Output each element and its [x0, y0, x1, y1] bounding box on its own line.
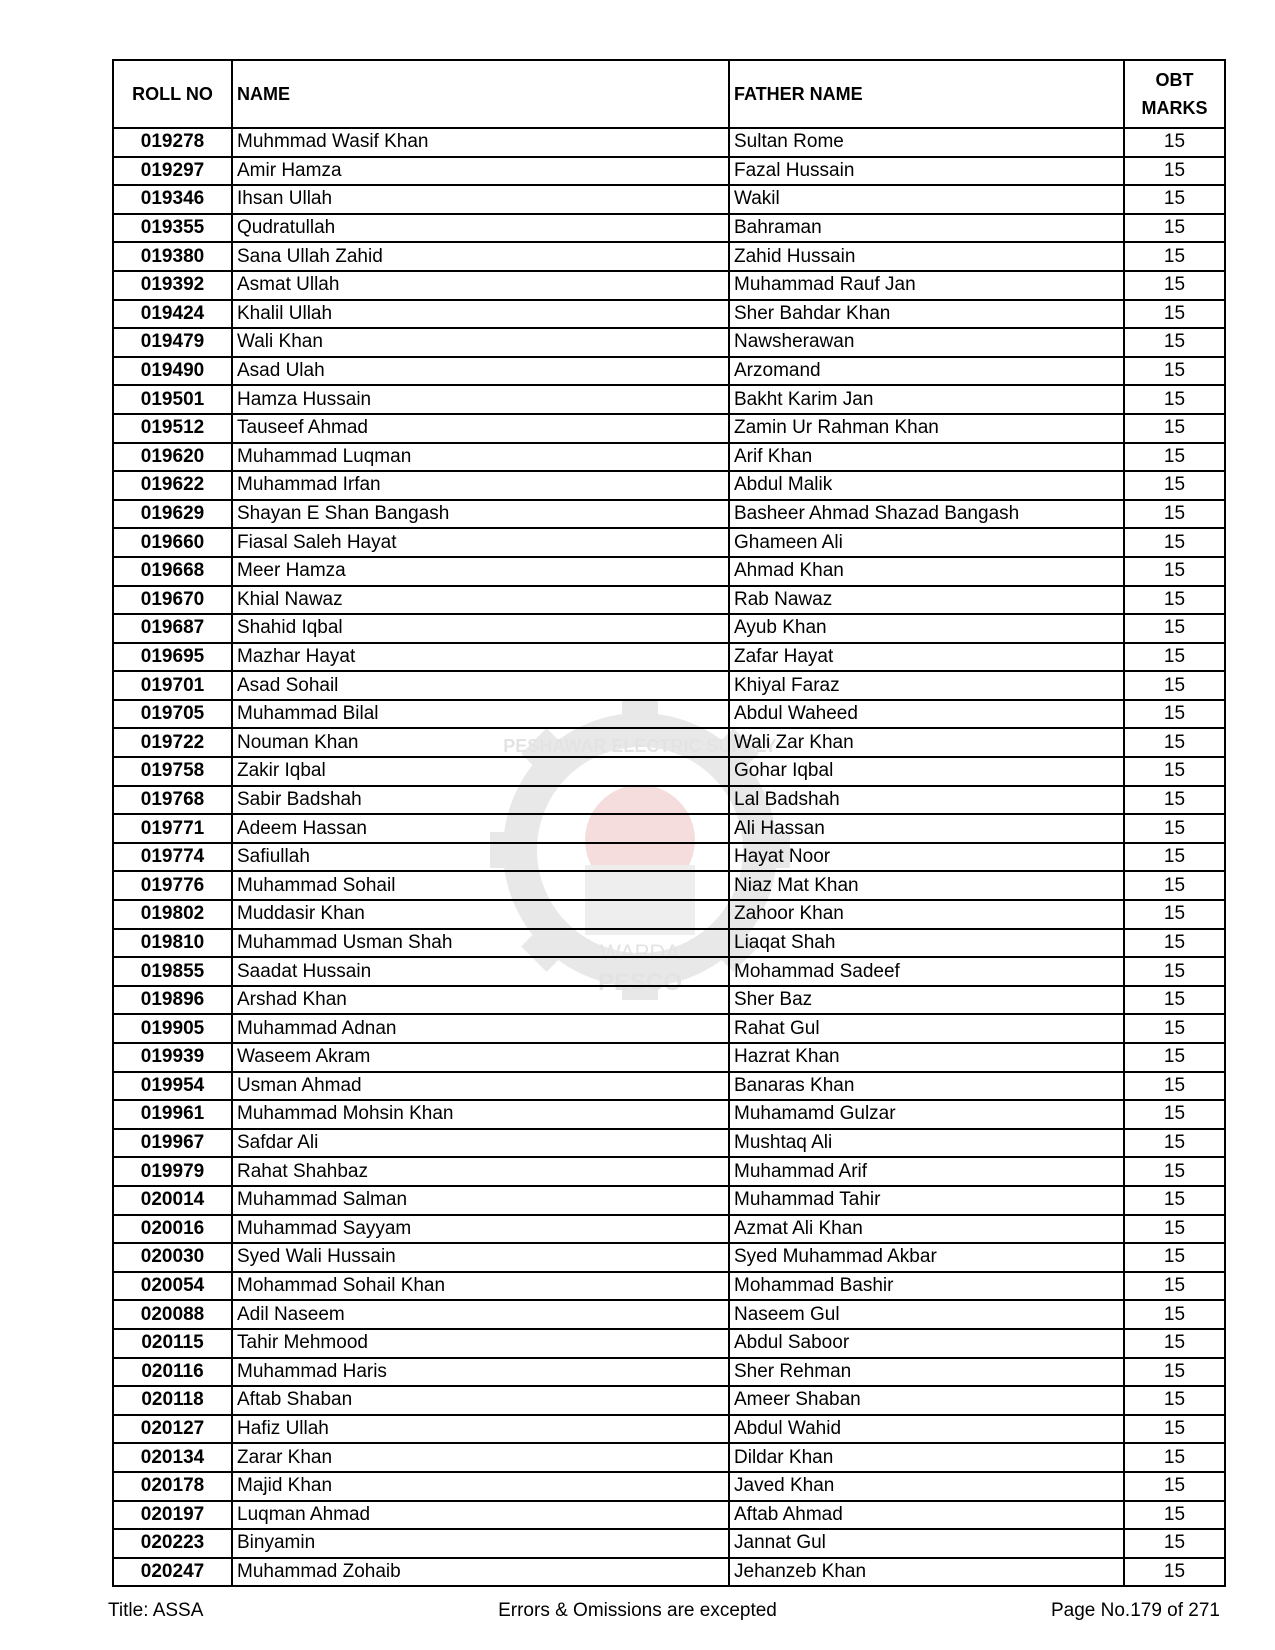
obt-marks-cell: 15	[1124, 414, 1225, 443]
obt-marks-cell: 15	[1124, 1472, 1225, 1501]
roll-no-cell: 020116	[113, 1358, 232, 1387]
father-name-cell: Dildar Khan	[729, 1443, 1124, 1472]
header-roll-no: ROLL NO	[113, 60, 232, 128]
roll-no-cell: 019979	[113, 1157, 232, 1186]
obt-marks-cell: 15	[1124, 185, 1225, 214]
name-cell: Amir Hamza	[232, 157, 729, 186]
header-obt-marks	[1124, 60, 1225, 128]
table-row	[113, 128, 1225, 157]
table-row	[113, 986, 1225, 1015]
name-cell: Waseem Akram	[232, 1043, 729, 1072]
obt-marks-cell: 15	[1124, 300, 1225, 329]
name-cell: Luqman Ahmad	[232, 1501, 729, 1530]
roll-no-cell: 020127	[113, 1415, 232, 1444]
roll-no-cell: 019670	[113, 586, 232, 615]
father-name-cell: Fazal Hussain	[729, 157, 1124, 186]
father-name-cell: Bakht Karim Jan	[729, 385, 1124, 414]
table-row	[113, 1529, 1225, 1558]
father-name-cell: Zahid Hussain	[729, 242, 1124, 271]
roll-no-cell: 019802	[113, 900, 232, 929]
name-cell: Fiasal Saleh Hayat	[232, 528, 729, 557]
obt-marks-cell: 15	[1124, 757, 1225, 786]
obt-marks-cell: 15	[1124, 1415, 1225, 1444]
obt-marks-cell: 15	[1124, 1501, 1225, 1530]
table-row	[113, 1243, 1225, 1272]
obt-marks-cell: 15	[1124, 271, 1225, 300]
father-name-cell: Rahat Gul	[729, 1014, 1124, 1043]
father-name-cell: Hazrat Khan	[729, 1043, 1124, 1072]
table-row	[113, 757, 1225, 786]
obt-marks-cell: 15	[1124, 214, 1225, 243]
father-name-cell: Naseem Gul	[729, 1300, 1124, 1329]
table-row	[113, 1386, 1225, 1415]
roll-no-cell: 019512	[113, 414, 232, 443]
table-row	[113, 1129, 1225, 1158]
roll-no-cell: 020118	[113, 1386, 232, 1415]
father-name-cell: Ghameen Ali	[729, 528, 1124, 557]
father-name-cell: Zahoor Khan	[729, 900, 1124, 929]
father-name-cell: Mohammad Bashir	[729, 1272, 1124, 1301]
father-name-cell: Ali Hassan	[729, 814, 1124, 843]
obt-marks-cell: 15	[1124, 500, 1225, 529]
name-cell: Ihsan Ullah	[232, 185, 729, 214]
obt-marks-cell: 15	[1124, 957, 1225, 986]
roll-no-cell: 020115	[113, 1329, 232, 1358]
name-cell: Hamza Hussain	[232, 385, 729, 414]
roll-no-cell: 019939	[113, 1043, 232, 1072]
father-name-cell: Muhamamd Gulzar	[729, 1100, 1124, 1129]
father-name-cell: Abdul Wahid	[729, 1415, 1124, 1444]
obt-marks-cell: 15	[1124, 128, 1225, 157]
table-row	[113, 214, 1225, 243]
father-name-cell: Muhammad Arif	[729, 1157, 1124, 1186]
father-name-cell: Azmat Ali Khan	[729, 1215, 1124, 1244]
roll-no-cell: 019758	[113, 757, 232, 786]
father-name-cell: Nawsherawan	[729, 328, 1124, 357]
table-row	[113, 1043, 1225, 1072]
roll-no-cell: 019355	[113, 214, 232, 243]
name-cell: Asmat Ullah	[232, 271, 729, 300]
roll-no-cell: 019967	[113, 1129, 232, 1158]
father-name-cell: Ahmad Khan	[729, 557, 1124, 586]
father-name-cell: Arzomand	[729, 357, 1124, 386]
obt-marks-cell: 15	[1124, 1243, 1225, 1272]
roll-no-cell: 020054	[113, 1272, 232, 1301]
table-row	[113, 586, 1225, 615]
roll-no-cell: 019660	[113, 528, 232, 557]
father-name-cell: Sultan Rome	[729, 128, 1124, 157]
father-name-cell: Gohar Iqbal	[729, 757, 1124, 786]
name-cell: Zakir Iqbal	[232, 757, 729, 786]
table-row	[113, 1157, 1225, 1186]
name-cell: Binyamin	[232, 1529, 729, 1558]
obt-marks-cell: 15	[1124, 900, 1225, 929]
name-cell: Mohammad Sohail Khan	[232, 1272, 729, 1301]
table-row	[113, 385, 1225, 414]
table-row	[113, 957, 1225, 986]
roll-no-cell: 019297	[113, 157, 232, 186]
father-name-cell: Bahraman	[729, 214, 1124, 243]
name-cell: Mazhar Hayat	[232, 643, 729, 672]
name-cell: Tauseef Ahmad	[232, 414, 729, 443]
roll-no-cell: 019722	[113, 728, 232, 757]
father-name-cell: Niaz Mat Khan	[729, 871, 1124, 900]
roll-no-cell: 019954	[113, 1072, 232, 1101]
name-cell: Muhmmad Wasif Khan	[232, 128, 729, 157]
table-row	[113, 643, 1225, 672]
obt-marks-cell: 15	[1124, 728, 1225, 757]
obt-marks-cell: 15	[1124, 1014, 1225, 1043]
name-cell: Saadat Hussain	[232, 957, 729, 986]
obt-marks-cell: 15	[1124, 1329, 1225, 1358]
father-name-cell: Mohammad Sadeef	[729, 957, 1124, 986]
footer-page-number: Page No.179 of 271	[1050, 1600, 1220, 1621]
father-name-cell: Hayat Noor	[729, 843, 1124, 872]
father-name-cell: Khiyal Faraz	[729, 671, 1124, 700]
watermark-arc-text: PESHAWAR ELECTRIC SUPPLY	[503, 736, 777, 756]
roll-no-cell: 020247	[113, 1558, 232, 1587]
father-name-cell: Mushtaq Ali	[729, 1129, 1124, 1158]
father-name-cell: Abdul Saboor	[729, 1329, 1124, 1358]
father-name-cell: Muhammad Rauf Jan	[729, 271, 1124, 300]
roll-no-cell: 020016	[113, 1215, 232, 1244]
table-row	[113, 1329, 1225, 1358]
name-cell: Tahir Mehmood	[232, 1329, 729, 1358]
roll-no-cell: 019392	[113, 271, 232, 300]
roll-no-cell: 019629	[113, 500, 232, 529]
table-row	[113, 1272, 1225, 1301]
roll-no-cell: 019774	[113, 843, 232, 872]
roll-no-cell: 019810	[113, 929, 232, 958]
name-cell: Muhammad Haris	[232, 1358, 729, 1387]
header-marks: MARKS	[1141, 98, 1208, 118]
footer-note: Errors & Omissions are excepted	[498, 1600, 777, 1621]
name-cell: Safdar Ali	[232, 1129, 729, 1158]
name-cell: Adil Naseem	[232, 1300, 729, 1329]
obt-marks-cell: 15	[1124, 328, 1225, 357]
obt-marks-cell: 15	[1124, 385, 1225, 414]
roll-no-cell: 019896	[113, 986, 232, 1015]
table-row	[113, 786, 1225, 815]
father-name-cell: Sher Baz	[729, 986, 1124, 1015]
name-cell: Majid Khan	[232, 1472, 729, 1501]
obt-marks-cell: 15	[1124, 357, 1225, 386]
name-cell: Hafiz Ullah	[232, 1415, 729, 1444]
obt-marks-cell: 15	[1124, 986, 1225, 1015]
roll-no-cell: 020223	[113, 1529, 232, 1558]
obt-marks-cell: 15	[1124, 1300, 1225, 1329]
name-cell: Nouman Khan	[232, 728, 729, 757]
obt-marks-cell: 15	[1124, 1157, 1225, 1186]
roll-no-cell: 019490	[113, 357, 232, 386]
table-row	[113, 671, 1225, 700]
name-cell: Muhammad Zohaib	[232, 1558, 729, 1587]
obt-marks-cell: 15	[1124, 1043, 1225, 1072]
name-cell: Asad Ulah	[232, 357, 729, 386]
table-row	[113, 528, 1225, 557]
name-cell: Muhammad Luqman	[232, 443, 729, 472]
obt-marks-cell: 15	[1124, 814, 1225, 843]
father-name-cell: Wali Zar Khan	[729, 728, 1124, 757]
table-row	[113, 1072, 1225, 1101]
obt-marks-cell: 15	[1124, 643, 1225, 672]
name-cell: Muddasir Khan	[232, 900, 729, 929]
obt-marks-cell: 15	[1124, 557, 1225, 586]
name-cell: Khial Nawaz	[232, 586, 729, 615]
father-name-cell: Syed Muhammad Akbar	[729, 1243, 1124, 1272]
table-row	[113, 414, 1225, 443]
roll-no-cell: 019501	[113, 385, 232, 414]
roll-no-cell: 020178	[113, 1472, 232, 1501]
roll-no-cell: 019705	[113, 700, 232, 729]
name-cell: Khalil Ullah	[232, 300, 729, 329]
table-row	[113, 328, 1225, 357]
obt-marks-cell: 15	[1124, 1443, 1225, 1472]
obt-marks-cell: 15	[1124, 1072, 1225, 1101]
table-row	[113, 1186, 1225, 1215]
father-name-cell: Ayub Khan	[729, 614, 1124, 643]
name-cell: Usman Ahmad	[232, 1072, 729, 1101]
table-row	[113, 1014, 1225, 1043]
roll-no-cell: 019380	[113, 242, 232, 271]
obt-marks-cell: 15	[1124, 1386, 1225, 1415]
obt-marks-cell: 15	[1124, 786, 1225, 815]
table-row	[113, 1358, 1225, 1387]
obt-marks-cell: 15	[1124, 471, 1225, 500]
father-name-cell: Javed Khan	[729, 1472, 1124, 1501]
roll-no-cell: 019905	[113, 1014, 232, 1043]
name-cell: Shayan E Shan Bangash	[232, 500, 729, 529]
father-name-cell: Jehanzeb Khan	[729, 1558, 1124, 1587]
name-cell: Safiullah	[232, 843, 729, 872]
results-table	[112, 59, 1226, 1587]
name-cell: Muhammad Salman	[232, 1186, 729, 1215]
table-row	[113, 700, 1225, 729]
table-row	[113, 500, 1225, 529]
roll-no-cell: 019771	[113, 814, 232, 843]
father-name-cell: Liaqat Shah	[729, 929, 1124, 958]
roll-no-cell: 019346	[113, 185, 232, 214]
header-obt: OBT	[1155, 70, 1194, 90]
roll-no-cell: 019776	[113, 871, 232, 900]
obt-marks-cell: 15	[1124, 1186, 1225, 1215]
name-cell: Syed Wali Hussain	[232, 1243, 729, 1272]
obt-marks-cell: 15	[1124, 1215, 1225, 1244]
table-row	[113, 271, 1225, 300]
roll-no-cell: 019278	[113, 128, 232, 157]
table-row	[113, 871, 1225, 900]
name-cell: Zarar Khan	[232, 1443, 729, 1472]
name-cell: Rahat Shahbaz	[232, 1157, 729, 1186]
table-row	[113, 1415, 1225, 1444]
name-cell: Muhammad Adnan	[232, 1014, 729, 1043]
obt-marks-cell: 15	[1124, 700, 1225, 729]
table-row	[113, 1558, 1225, 1587]
name-cell: Muhammad Sayyam	[232, 1215, 729, 1244]
table-header-row	[113, 60, 1225, 128]
roll-no-cell: 019961	[113, 1100, 232, 1129]
father-name-cell: Sher Bahdar Khan	[729, 300, 1124, 329]
table-row	[113, 1501, 1225, 1530]
obt-marks-cell: 15	[1124, 671, 1225, 700]
table-row	[113, 814, 1225, 843]
roll-no-cell: 020134	[113, 1443, 232, 1472]
obt-marks-cell: 15	[1124, 871, 1225, 900]
roll-no-cell: 020014	[113, 1186, 232, 1215]
name-cell: Sana Ullah Zahid	[232, 242, 729, 271]
table-row	[113, 900, 1225, 929]
obt-marks-cell: 15	[1124, 528, 1225, 557]
table-row	[113, 1100, 1225, 1129]
name-cell: Muhammad Bilal	[232, 700, 729, 729]
table-row	[113, 185, 1225, 214]
roll-no-cell: 020088	[113, 1300, 232, 1329]
obt-marks-cell: 15	[1124, 1129, 1225, 1158]
table-row	[113, 929, 1225, 958]
table-row	[113, 443, 1225, 472]
table-row	[113, 471, 1225, 500]
father-name-cell: Muhammad Tahir	[729, 1186, 1124, 1215]
roll-no-cell: 019620	[113, 443, 232, 472]
father-name-cell: Abdul Waheed	[729, 700, 1124, 729]
obt-marks-cell: 15	[1124, 586, 1225, 615]
watermark-wapda: WAPDA	[600, 940, 680, 965]
name-cell: Qudratullah	[232, 214, 729, 243]
obt-marks-cell: 15	[1124, 1358, 1225, 1387]
table-row	[113, 300, 1225, 329]
table-row	[113, 157, 1225, 186]
roll-no-cell: 019424	[113, 300, 232, 329]
name-cell: Muhammad Mohsin Khan	[232, 1100, 729, 1129]
roll-no-cell: 019622	[113, 471, 232, 500]
table-row	[113, 1472, 1225, 1501]
roll-no-cell: 019668	[113, 557, 232, 586]
footer-title: Title: ASSA	[108, 1600, 204, 1621]
obt-marks-cell: 15	[1124, 157, 1225, 186]
table-row	[113, 1443, 1225, 1472]
table-row	[113, 843, 1225, 872]
obt-marks-cell: 15	[1124, 1529, 1225, 1558]
table-row	[113, 557, 1225, 586]
name-cell: Wali Khan	[232, 328, 729, 357]
name-cell: Muhammad Sohail	[232, 871, 729, 900]
name-cell: Aftab Shaban	[232, 1386, 729, 1415]
roll-no-cell: 020197	[113, 1501, 232, 1530]
father-name-cell: Zafar Hayat	[729, 643, 1124, 672]
table-body	[113, 128, 1225, 1586]
father-name-cell: Basheer Ahmad Shazad Bangash	[729, 500, 1124, 529]
roll-no-cell: 019768	[113, 786, 232, 815]
father-name-cell: Wakil	[729, 185, 1124, 214]
obt-marks-cell: 15	[1124, 1100, 1225, 1129]
roll-no-cell: 019855	[113, 957, 232, 986]
obt-marks-cell: 15	[1124, 929, 1225, 958]
roll-no-cell: 019701	[113, 671, 232, 700]
table-row	[113, 728, 1225, 757]
obt-marks-cell: 15	[1124, 1558, 1225, 1587]
father-name-cell: Jannat Gul	[729, 1529, 1124, 1558]
header-name: NAME	[232, 60, 729, 128]
father-name-cell: Rab Nawaz	[729, 586, 1124, 615]
obt-marks-cell: 15	[1124, 1272, 1225, 1301]
name-cell: Adeem Hassan	[232, 814, 729, 843]
obt-marks-cell: 15	[1124, 614, 1225, 643]
table-row	[113, 614, 1225, 643]
father-name-cell: Sher Rehman	[729, 1358, 1124, 1387]
name-cell: Meer Hamza	[232, 557, 729, 586]
roll-no-cell: 019695	[113, 643, 232, 672]
name-cell: Shahid Iqbal	[232, 614, 729, 643]
father-name-cell: Zamin Ur Rahman Khan	[729, 414, 1124, 443]
father-name-cell: Aftab Ahmad	[729, 1501, 1124, 1530]
obt-marks-cell: 15	[1124, 843, 1225, 872]
obt-marks-cell: 15	[1124, 242, 1225, 271]
name-cell: Muhammad Irfan	[232, 471, 729, 500]
table-row	[113, 357, 1225, 386]
father-name-cell: Banaras Khan	[729, 1072, 1124, 1101]
roll-no-cell: 020030	[113, 1243, 232, 1272]
roll-no-cell: 019687	[113, 614, 232, 643]
name-cell: Asad Sohail	[232, 671, 729, 700]
name-cell: Muhammad Usman Shah	[232, 929, 729, 958]
name-cell: Sabir Badshah	[232, 786, 729, 815]
father-name-cell: Abdul Malik	[729, 471, 1124, 500]
table-row	[113, 1215, 1225, 1244]
watermark-pesco: PESCO	[597, 969, 683, 996]
table-row	[113, 1300, 1225, 1329]
father-name-cell: Ameer Shaban	[729, 1386, 1124, 1415]
header-father-name: FATHER NAME	[729, 60, 1124, 128]
roll-no-cell: 019479	[113, 328, 232, 357]
name-cell: Arshad Khan	[232, 986, 729, 1015]
table-row	[113, 242, 1225, 271]
father-name-cell: Arif Khan	[729, 443, 1124, 472]
father-name-cell: Lal Badshah	[729, 786, 1124, 815]
obt-marks-cell: 15	[1124, 443, 1225, 472]
